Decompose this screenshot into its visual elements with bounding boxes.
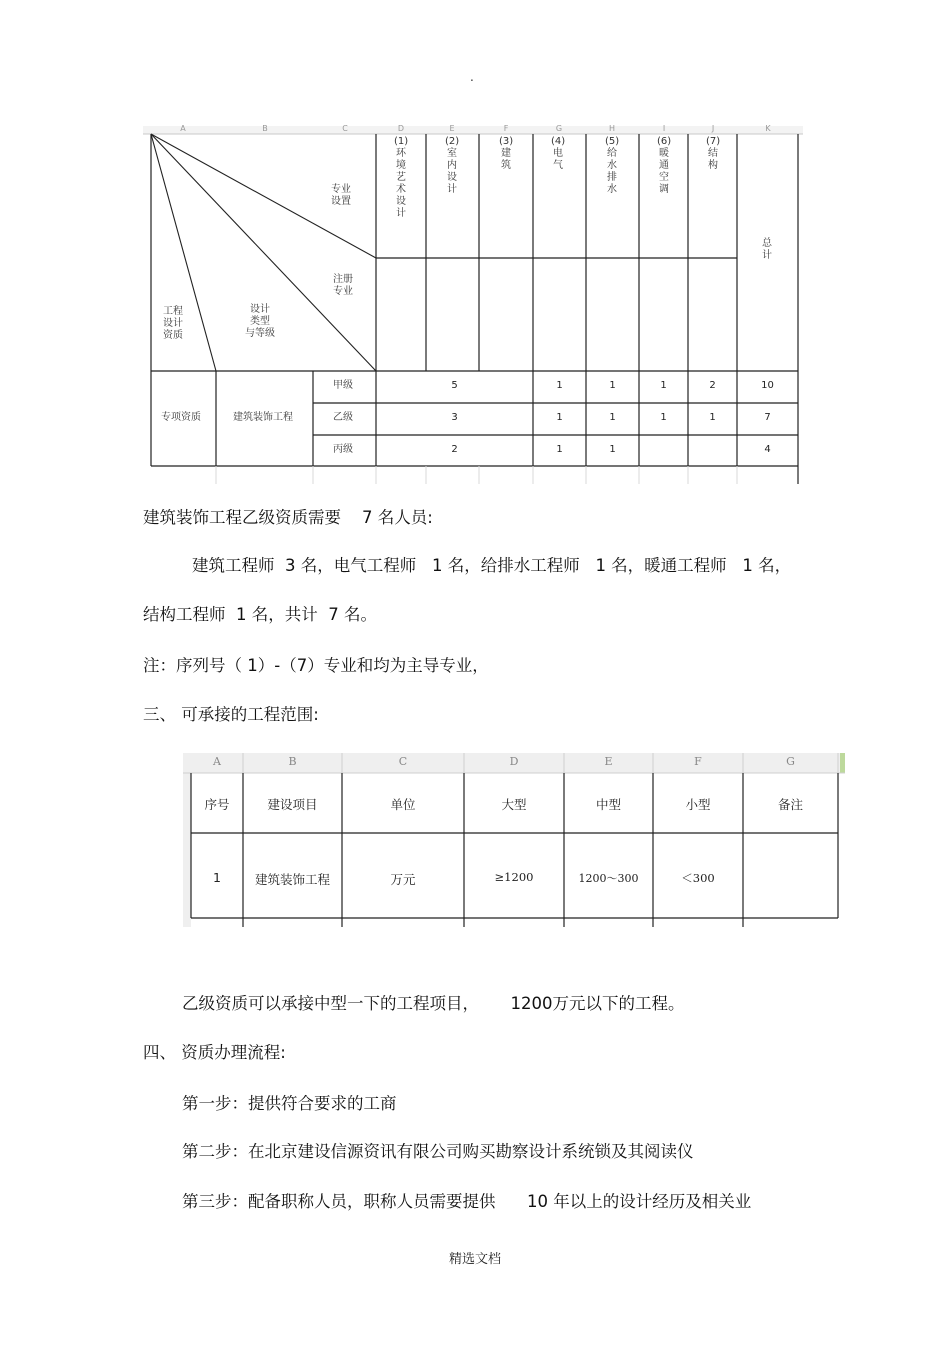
elec-count-2: 1 [556,412,563,423]
water-count-1: 1 [609,380,616,391]
major-1: (1) 环境艺术设计 [394,136,409,219]
scope-table-grid [183,753,845,927]
qualification-table-grid [143,126,803,484]
scope-summary-text: 乙级资质可以承接中型一下的工程项目， 1200万元以下的工程。 [182,994,685,1013]
col-letter-f: F [503,124,509,133]
col-letter-g: G [786,755,795,768]
label-major-setting: 专业 设置 [331,184,351,207]
hvac-count-2: 1 [660,412,667,423]
staff-breakdown-line2: 结构工程师 1 名，共计 7 名。 [143,605,377,624]
major-5: (5) 给水排水 [605,136,620,195]
note-text: 注：序列号（ 1）-（7）专业和均为主导专业， [143,656,489,675]
col-letter-c: C [342,124,348,133]
arch-count-3: 2 [451,444,458,455]
arch-count-1: 5 [451,380,458,391]
total-header: 总计 [762,238,772,261]
col-letter-i: I [662,124,666,133]
grade-1: 甲级 [333,380,353,391]
top-mark: . [470,70,474,84]
grade-3: 丙级 [333,444,353,455]
col-letter-g: G [555,124,563,133]
row-seq: 1 [213,870,221,885]
col-letter-d: D [509,755,519,768]
col-letter-c: C [398,755,408,768]
staff-breakdown-line1: 建筑工程师 3 名，电气工程师 1 名，给排水工程师 1 名，暖通工程师 1 名， [192,556,792,575]
scope-table [183,753,845,927]
step-3-text: 第三步：配备职称人员，职称人员需要提供 10 年以上的设计经历及相关业 [182,1192,752,1211]
row-group-label: 专项资质 [161,412,201,423]
col-letter-a: A [180,124,186,133]
major-4: (4) 电气 [551,136,566,171]
col-letter-b: B [262,124,268,133]
col-letter-f: F [694,755,702,768]
major-7: (7) 结构 [706,136,721,171]
row-medium: 1200～300 [578,872,639,885]
total-count-3: 4 [764,444,771,455]
col-letter-b: B [288,755,297,768]
label-registered-major: 注册 专业 [333,274,353,297]
col-letter-h: H [608,124,615,133]
arch-count-2: 3 [451,412,458,423]
header-project: 建设项目 [267,797,318,812]
elec-count-3: 1 [556,444,563,455]
major-6: (6) 暖通空调 [657,136,672,195]
header-small: 小型 [685,797,711,812]
col-letter-d: D [397,124,405,133]
col-letter-j: J [711,124,715,133]
page-footer: 精选文档 [448,1252,501,1267]
major-2: (2) 室内设计 [445,136,460,195]
row-large: ≥1200 [494,870,534,884]
step-2-text: 第二步：在北京建设信源资讯有限公司购买勘察设计系统锁及其阅读仪 [182,1142,694,1161]
header-medium: 中型 [595,797,621,812]
step-1-text: 第一步：提供符合要求的工商 [182,1094,397,1113]
elec-count-1: 1 [556,380,563,391]
col-letter-a: A [213,755,221,768]
label-design-type: 设计 类型 与等级 [245,304,275,339]
total-count-1: 10 [761,380,774,391]
label-eng-qual: 工程 设计 资质 [163,306,183,341]
staff-requirement-text: 建筑装饰工程乙级资质需要 7 名人员: [143,508,433,527]
total-count-2: 7 [764,412,771,423]
major-3: (3) 建筑 [499,136,514,171]
row-unit: 万元 [390,872,416,887]
col-letter-k: K [765,124,771,133]
grade-2: 乙级 [333,412,353,423]
header-remark: 备注 [777,797,803,812]
hvac-count-1: 1 [660,380,667,391]
col-letter-e: E [604,755,613,768]
header-large: 大型 [501,797,527,812]
row-small: ＜300 [681,871,715,885]
col-letter-e: E [449,124,455,133]
water-count-2: 1 [609,412,616,423]
struct-count-1: 2 [709,380,716,391]
row-type-label: 建筑装饰工程 [233,412,293,423]
header-seq: 序号 [204,797,230,812]
header-unit: 单位 [390,797,416,812]
water-count-3: 1 [609,444,616,455]
qualification-table [143,126,803,484]
section-3-heading: 三、 可承接的工程范围: [143,705,319,724]
section-4-heading: 四、 资质办理流程: [143,1043,286,1062]
row-project: 建筑装饰工程 [254,872,330,887]
struct-count-2: 1 [709,412,716,423]
